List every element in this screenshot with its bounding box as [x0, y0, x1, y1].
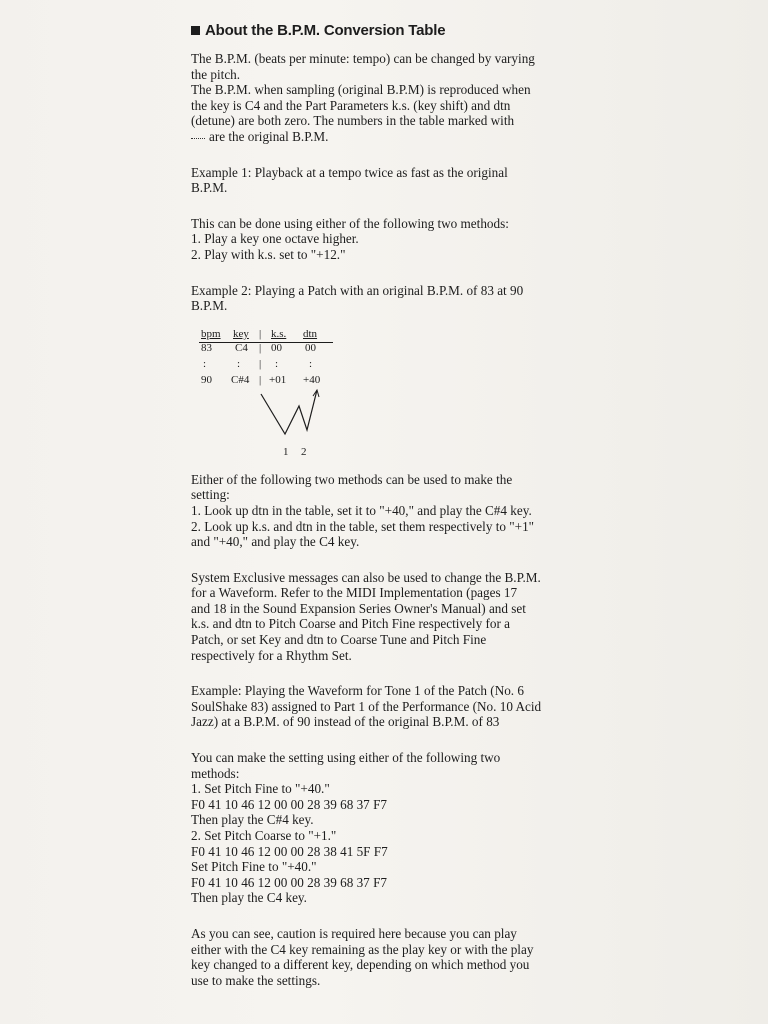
- text-line: Example 1: Playback at a tempo twice as fast as the original: [191, 164, 508, 180]
- text-line: Then play the C#4 key.: [191, 812, 314, 828]
- section-heading: [191, 22, 583, 39]
- text-line: either with the C4 key remaining as the play key or with the play: [191, 941, 534, 957]
- diagram-label-1: 1: [283, 445, 289, 458]
- text-line: Example 2: Playing a Patch with an original B.P.M. of 83 at 90: [191, 282, 524, 298]
- square-bullet-icon: [191, 26, 200, 35]
- text-line: B.P.M.: [191, 298, 228, 314]
- intro-paragraph: [191, 51, 583, 145]
- table-cell: :: [275, 357, 279, 370]
- text-line: Then play the C4 key.: [191, 890, 307, 906]
- text-line: Jazz) at a B.P.M. of 90 instead of the original B.P.M. of 83: [191, 714, 500, 730]
- dotted-mark-sample: [191, 138, 205, 139]
- text-line: The B.P.M. when sampling (original B.P.M) is reproduced when: [191, 82, 531, 98]
- table-cell: +40: [303, 373, 321, 386]
- text-line: As you can see, caution is required here because you can play: [191, 925, 517, 941]
- text-line: use to make the settings.: [191, 972, 321, 988]
- text-line: F0 41 10 46 12 00 00 28 39 68 37 F7: [191, 874, 387, 890]
- table-cell: C4: [235, 341, 248, 354]
- text-line: the pitch.: [191, 66, 241, 82]
- table-header-divider: |: [259, 327, 262, 340]
- sysex-paragraph: [191, 570, 583, 664]
- text-line: (detune) are both zero. The numbers in the table marked with: [191, 113, 515, 129]
- page-content: [191, 22, 583, 1002]
- text-line: key changed to a different key, depending on which method you: [191, 957, 530, 973]
- zigzag-line: [261, 390, 317, 434]
- text-line: [191, 129, 583, 145]
- text-line: for a Waveform. Refer to the MIDI Implementation (pages 17: [191, 585, 518, 601]
- text-line: 1. Look up dtn in the table, set it to "+40," and play the C#4 key.: [191, 502, 532, 518]
- text-line: respectively for a Rhythm Set.: [191, 647, 352, 663]
- table-cell: :: [309, 357, 313, 370]
- text-line: This can be done using either of the following two methods:: [191, 215, 509, 231]
- text-line: and "+40," and play the C4 key.: [191, 534, 360, 550]
- text-line: Patch, or set Key and dtn to Coarse Tune and Pitch Fine: [191, 632, 487, 648]
- text-line: Set Pitch Fine to "+40.": [191, 859, 317, 875]
- heading-text: About the B.P.M. Conversion Table: [205, 22, 446, 39]
- table-header-bpm: bpm: [201, 327, 221, 340]
- table-cell: 00: [305, 341, 316, 354]
- example1-paragraph: [191, 165, 583, 196]
- caution-paragraph: [191, 926, 583, 988]
- table-cell: |: [259, 373, 262, 386]
- text-line: SoulShake 83) assigned to Part 1 of the Performance (No. 10 Acid: [191, 698, 542, 714]
- text-line: F0 41 10 46 12 00 00 28 38 41 5F F7: [191, 843, 388, 859]
- text-line: B.P.M.: [191, 180, 228, 196]
- text-line: You can make the setting using either of the following two: [191, 750, 501, 766]
- table-header-ks: k.s.: [271, 327, 287, 340]
- text-line: methods:: [191, 765, 240, 781]
- bpm-table: [191, 320, 583, 470]
- table-header-dtn: dtn: [303, 327, 318, 340]
- table-cell: :: [203, 357, 207, 370]
- table-cell: |: [259, 357, 262, 370]
- table-cell: +01: [269, 373, 287, 386]
- table-cell: 83: [201, 341, 212, 354]
- methods1-paragraph: [191, 216, 583, 263]
- text-line: and 18 in the Sound Expansion Series Owner's Manual) and set: [191, 600, 526, 616]
- text-line: k.s. and dtn to Pitch Coarse and Pitch Fine respectively for a: [191, 616, 510, 632]
- text-line: setting:: [191, 487, 230, 503]
- text-line: 1. Play a key one octave higher.: [191, 231, 359, 247]
- text-line: The B.P.M. (beats per minute: tempo) can be changed by varying: [191, 51, 535, 66]
- table-cell: C#4: [231, 373, 250, 386]
- text-line: 1. Set Pitch Fine to "+40.": [191, 781, 330, 797]
- table-cell: 90: [201, 373, 212, 386]
- table-cell: 00: [271, 341, 282, 354]
- text-fragment: are the original B.P.M.: [209, 128, 329, 144]
- text-line: 2. Play with k.s. set to "+12.": [191, 246, 346, 262]
- example2-paragraph: [191, 283, 583, 314]
- text-line: 2. Set Pitch Coarse to "+1.": [191, 828, 337, 843]
- text-line: System Exclusive messages can also be used to change the B.P.M.: [191, 569, 541, 585]
- text-line: Either of the following two methods can be used to make the: [191, 471, 513, 487]
- text-line: the key is C4 and the Part Parameters k.s. (key shift) and dtn: [191, 97, 511, 113]
- text-line: Example: Playing the Waveform for Tone 1 of the Patch (No. 6: [191, 683, 524, 699]
- methods2-paragraph: [191, 750, 583, 906]
- diagram-label-2: 2: [301, 445, 307, 458]
- table-cell: |: [259, 341, 262, 354]
- table-cell: :: [237, 357, 241, 370]
- table-header-key: key: [233, 327, 249, 340]
- text-line: 2. Look up k.s. and dtn in the table, set them respectively to "+1": [191, 518, 535, 534]
- arrow-diagram: [249, 386, 339, 442]
- either-paragraph: [191, 472, 583, 550]
- example3-paragraph: [191, 683, 583, 730]
- text-line: F0 41 10 46 12 00 00 28 39 68 37 F7: [191, 796, 387, 812]
